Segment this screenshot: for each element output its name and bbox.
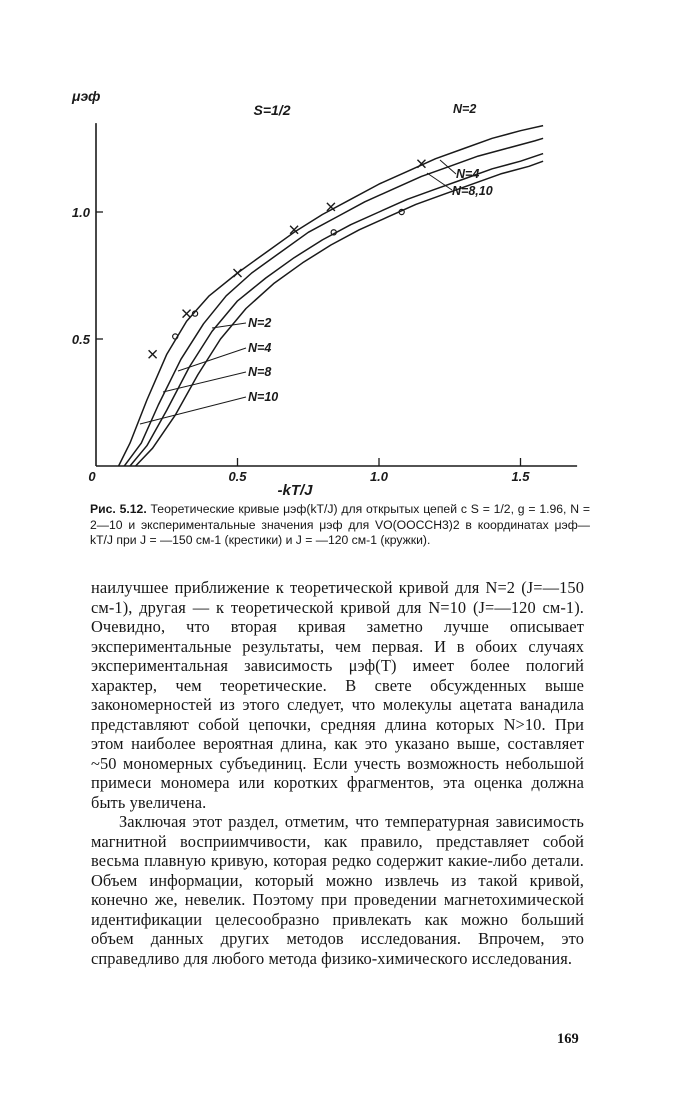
chart-curves: [119, 126, 543, 466]
series-label: N=4: [248, 341, 272, 355]
x-tick-label: 0.5: [228, 469, 247, 484]
cross-marker: [149, 350, 157, 358]
y-axis-title: μэф: [72, 88, 101, 104]
paragraph-1: наилучшее приближение к теоретической кривой для N=2 (J=—150 см-1), другая — к теоретической кривой для N=10 (J=—120 см-1). Очевидно, что вторая кривая заметно лучше описывает экспериментальные результаты, чем первая. И в обоих случаях экспериментальная зависимость μэф(T) имеет более пологий характер, чем теоретические. В свете обсужденных выше закономерностей из этого следует, что молекулы ацетата ванадила представляют собой цепочки, средняя длина которых N>10. При этом наиболее вероятная длина, как это указано выше, составляет ~50 мономерных субъединиц. Если учесть возможность небольшой примеси мономера или коротких фрагментов, эта оценка должна быть увеличена.: [91, 578, 584, 812]
curve-n-8: [130, 154, 543, 466]
caption-label: Рис. 5.12.: [90, 502, 147, 516]
series-label: N=8: [248, 365, 272, 379]
chart-markers: [149, 160, 426, 358]
curve-n-2: [119, 126, 543, 466]
body-text: [91, 578, 584, 968]
cross-marker: [234, 269, 242, 277]
x-tick-label: 1.5: [511, 469, 530, 484]
y-tick-label: 1.0: [71, 205, 90, 220]
caption-text: Теоретические кривые μэф(kT/J) для открытых цепей с S = 1/2, g = 1.96, N = 2—10 и экспериментальные значения μэф для VO(OOCCH3)2 в координатах μэф—kT/J при J = —150 см-1 (крестики) и J = —120 см-1 (кружки).: [90, 502, 590, 547]
y-tick-label: 0.5: [71, 332, 90, 347]
series-label: N=2: [453, 102, 477, 116]
paragraph-2: Заключая этот раздел, отметим, что температурная зависимость магнитной восприимчивости, как правило, представляет собой весьма плавную кривую, которая редко содержит какие-либо детали. Объем информации, который можно извлечь из такой кривой, конечно же, невелик. Поэтому при проведении магнетохимической идентификации целесообразно привлекать как можно больший объем данных других методов исследования. Впрочем, это справедливо для любого метода физико-химического исследования.: [91, 812, 584, 968]
label-leader: [440, 160, 456, 174]
series-label: N=2: [248, 316, 272, 330]
x-tick-label: 0: [88, 469, 96, 484]
cross-marker: [183, 310, 191, 318]
chart-axes: [96, 123, 577, 466]
series-label: N=4: [456, 167, 480, 181]
page-number: 169: [557, 1031, 579, 1047]
curve-n-10: [136, 161, 543, 466]
x-tick-label: 1.0: [369, 469, 389, 484]
series-label: N=8,10: [452, 184, 493, 198]
series-label: N=10: [248, 390, 279, 404]
x-axis-title: -kT/J: [277, 482, 313, 499]
label-leader: [163, 372, 246, 392]
figure-caption: [90, 502, 590, 549]
figure-chart: [0, 0, 678, 500]
chart-title: S=1/2: [253, 102, 291, 118]
